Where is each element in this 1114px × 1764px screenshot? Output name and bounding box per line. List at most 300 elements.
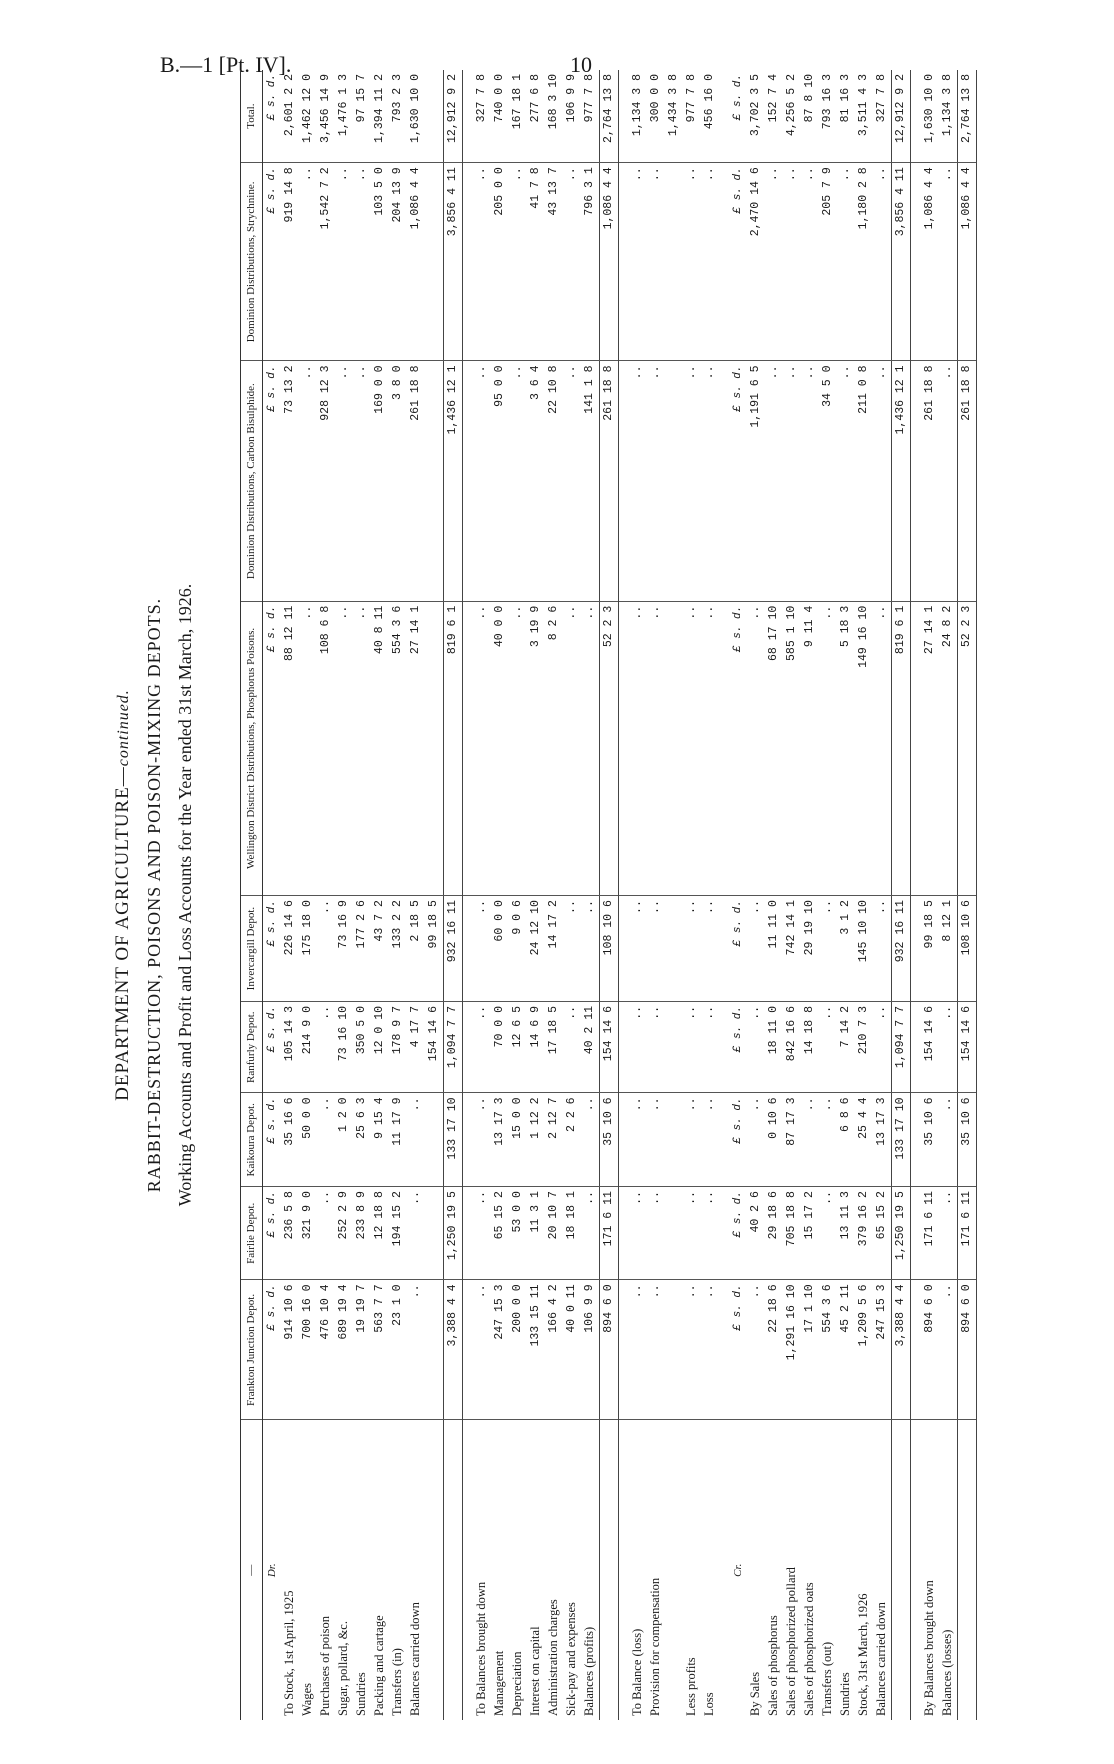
- amount-cell: ..: [581, 1093, 600, 1187]
- spacer-cell: [462, 601, 473, 895]
- amount-cell: 321 9 0: [299, 1187, 317, 1280]
- row-label: Purchases of poison: [318, 1616, 333, 1716]
- amount-cell: £ s. d.: [262, 1001, 281, 1092]
- amount-cell: ..: [837, 163, 855, 361]
- amount-cell: 689 19 4: [335, 1280, 353, 1420]
- amount-cell: ..: [783, 361, 801, 601]
- amount-cell: £ s. d.: [262, 601, 281, 895]
- amount-cell: 40 0 11: [563, 1280, 581, 1420]
- amount-cell: 13 11 3: [837, 1187, 855, 1280]
- amount-cell: 194 15 2: [389, 1187, 407, 1280]
- amount-cell: 2,601 2 2: [281, 70, 299, 163]
- row-label: Balances carried down: [874, 1602, 889, 1716]
- row-label: To Stock, 1st April, 1925: [282, 1590, 297, 1716]
- amount-cell: 914 10 6: [281, 1280, 299, 1420]
- amount-cell: 3,702 3 5: [747, 70, 765, 163]
- amount-cell: 35 10 6: [599, 1093, 618, 1187]
- amount-cell: ..: [647, 1001, 665, 1092]
- table-row: [491, 70, 509, 1720]
- spacer-cell: [719, 70, 729, 163]
- amount-cell: [425, 1280, 444, 1420]
- table-row: [647, 70, 665, 1720]
- amount-cell: £ s. d.: [262, 1280, 281, 1420]
- amount-cell: 3,456 14 9: [317, 70, 335, 163]
- amount-cell: 152 7 4: [765, 70, 783, 163]
- amount-cell: 133 2 2: [389, 896, 407, 1002]
- amount-cell: 29 19 10: [801, 896, 819, 1002]
- column-header: Wellington District Distributions, Phosphorus Poisons.: [241, 601, 263, 895]
- amount-cell: 842 16 6: [783, 1001, 801, 1092]
- amount-cell: 1,086 4 4: [407, 163, 425, 361]
- page-number: 10: [570, 52, 592, 77]
- spacer-cell: [462, 70, 473, 163]
- spacer-cell: [618, 1280, 629, 1420]
- amount-cell: 35 10 6: [921, 1093, 939, 1187]
- spacer-cell: [462, 361, 473, 601]
- amount-cell: ..: [801, 361, 819, 601]
- amount-cell: 24 12 10: [527, 896, 545, 1002]
- amount-cell: 1,542 7 2: [317, 163, 335, 361]
- amount-cell: 35 16 6: [281, 1093, 299, 1187]
- row-label: Transfers (out): [820, 1641, 835, 1716]
- amount-cell: 705 18 8: [783, 1187, 801, 1280]
- amount-cell: ..: [581, 1187, 600, 1280]
- amount-cell: 919 14 8: [281, 163, 299, 361]
- amount-cell: ..: [509, 601, 527, 895]
- amount-cell: ..: [473, 1093, 491, 1187]
- amount-cell: ..: [407, 1187, 425, 1280]
- table-row: [921, 70, 939, 1720]
- spacer-cell: [618, 601, 629, 895]
- row-label: Stock, 31st March, 1926: [856, 1593, 871, 1716]
- amount-cell: 3 1 2: [837, 896, 855, 1002]
- spacer-cell: [618, 361, 629, 601]
- amount-cell: 3,511 4 3: [855, 70, 873, 163]
- spacer-cell: [462, 1420, 473, 1720]
- table-row: [389, 70, 407, 1720]
- amount-cell: £ s. d.: [262, 1187, 281, 1280]
- amount-cell: 70 0 0: [491, 1001, 509, 1092]
- amount-cell: 133 17 10: [443, 1093, 462, 1187]
- column-header: Ranfurly Depot.: [241, 1001, 263, 1092]
- amount-cell: ..: [747, 1280, 765, 1420]
- amount-cell: 1 2 0: [335, 1093, 353, 1187]
- amount-cell: £ s. d.: [729, 1280, 747, 1420]
- column-header-row: [241, 70, 263, 1720]
- amount-cell: 166 4 2: [545, 1280, 563, 1420]
- amount-cell: £ s. d.: [729, 896, 747, 1002]
- amount-cell: 204 13 9: [389, 163, 407, 361]
- amount-cell: 15 17 2: [801, 1187, 819, 1280]
- amount-cell: 554 3 6: [389, 601, 407, 895]
- row-label: Balances carried down: [408, 1602, 423, 1716]
- amount-cell: 171 6 11: [921, 1187, 939, 1280]
- amount-cell: 50 0 0: [299, 1093, 317, 1187]
- amount-cell: 3,856 4 11: [443, 163, 462, 361]
- amount-cell: 350 5 0: [353, 1001, 371, 1092]
- amount-cell: ..: [629, 1093, 647, 1187]
- amount-cell: ..: [407, 1093, 425, 1187]
- column-header: Fairlie Depot.: [241, 1187, 263, 1280]
- amount-cell: 1,250 19 5: [891, 1187, 910, 1280]
- department-title-cont: continued.: [115, 689, 132, 767]
- row-label: By Sales: [748, 1671, 763, 1716]
- amount-cell: 214 9 0: [299, 1001, 317, 1092]
- amount-cell: ..: [819, 1001, 837, 1092]
- amount-cell: 742 14 1: [783, 896, 801, 1002]
- row-label: Sales of phosphorized pollard: [784, 1567, 799, 1716]
- amount-cell: ..: [629, 601, 647, 895]
- amount-cell: 103 5 0: [371, 163, 389, 361]
- row-label: Cr.: [731, 1563, 744, 1577]
- amount-cell: 1,462 12 0: [299, 70, 317, 163]
- spacer-row: [462, 70, 473, 1720]
- amount-cell: 0 10 6: [765, 1093, 783, 1187]
- amount-cell: 3,388 4 4: [443, 1280, 462, 1420]
- table-row: [581, 70, 600, 1720]
- spacer-cell: [618, 163, 629, 361]
- amount-cell: ..: [873, 1001, 892, 1092]
- amount-cell: ..: [939, 163, 958, 361]
- spacer-cell: [618, 1420, 629, 1720]
- row-label: Sales of phosphorus: [766, 1615, 781, 1716]
- spacer-cell: [910, 1001, 921, 1092]
- amount-cell: ..: [683, 1001, 701, 1092]
- amount-cell: 2 12 7: [545, 1093, 563, 1187]
- table-row: [473, 70, 491, 1720]
- spacer-cell: [462, 163, 473, 361]
- amount-cell: 977 7 8: [683, 70, 701, 163]
- amount-cell: 8 12 1: [939, 896, 958, 1002]
- amount-cell: ..: [939, 361, 958, 601]
- amount-cell: 3 19 9: [527, 601, 545, 895]
- amount-cell: 327 7 8: [473, 70, 491, 163]
- amount-cell: 52 2 3: [957, 601, 976, 895]
- amount-cell: 154 14 6: [425, 1001, 444, 1092]
- table-row: [317, 70, 335, 1720]
- amount-cell: ..: [683, 601, 701, 895]
- amount-cell: 210 7 3: [855, 1001, 873, 1092]
- spacer-cell: [910, 70, 921, 163]
- amount-cell: 141 1 8: [581, 361, 600, 601]
- spacer-cell: [719, 1420, 729, 1720]
- amount-cell: 40 2 6: [747, 1187, 765, 1280]
- amount-cell: 18 11 0: [765, 1001, 783, 1092]
- row-label: [443, 1420, 462, 1720]
- amount-cell: ..: [629, 896, 647, 1002]
- amount-cell: ..: [873, 896, 892, 1002]
- row-label: Transfers (in): [390, 1648, 405, 1716]
- amount-cell: ..: [335, 361, 353, 601]
- rotated-content: [112, 70, 1072, 1720]
- amount-cell: [425, 1187, 444, 1280]
- amount-cell: 740 0 0: [491, 70, 509, 163]
- total-row: [891, 70, 910, 1720]
- amount-cell: ..: [683, 1280, 701, 1420]
- amount-cell: 97 15 7: [353, 70, 371, 163]
- amount-cell: [665, 1001, 683, 1092]
- amount-cell: 87 17 3: [783, 1093, 801, 1187]
- amount-cell: 1,094 7 7: [443, 1001, 462, 1092]
- table-row: [563, 70, 581, 1720]
- amount-cell: 8 2 6: [545, 601, 563, 895]
- amount-cell: 108 6 8: [317, 601, 335, 895]
- amount-cell: ..: [629, 1280, 647, 1420]
- amount-cell: 41 7 8: [527, 163, 545, 361]
- total-row: [957, 70, 976, 1720]
- amount-cell: 167 18 1: [509, 70, 527, 163]
- department-title-text: DEPARTMENT OF AGRICULTURE—: [112, 766, 133, 1101]
- amount-cell: 1,086 4 4: [957, 163, 976, 361]
- amount-cell: ..: [747, 1093, 765, 1187]
- table-row: [527, 70, 545, 1720]
- amount-cell: 7 14 2: [837, 1001, 855, 1092]
- amount-cell: 9 0 6: [509, 896, 527, 1002]
- table-row: [281, 70, 299, 1720]
- amount-cell: £ s. d.: [262, 361, 281, 601]
- table-body: [262, 70, 976, 1720]
- amount-cell: 1,191 6 5: [747, 361, 765, 601]
- amount-cell: [425, 361, 444, 601]
- amount-cell: 3 6 4: [527, 361, 545, 601]
- amount-cell: ..: [509, 163, 527, 361]
- amount-cell: ..: [335, 163, 353, 361]
- amount-cell: 796 3 1: [581, 163, 600, 361]
- amount-cell: 25 4 4: [855, 1093, 873, 1187]
- amount-cell: ..: [747, 896, 765, 1002]
- table-row: [335, 70, 353, 1720]
- amount-cell: ..: [873, 601, 892, 895]
- amount-cell: 793 16 3: [819, 70, 837, 163]
- amount-cell: 300 0 0: [647, 70, 665, 163]
- amount-cell: £ s. d.: [729, 1187, 747, 1280]
- spacer-cell: [910, 896, 921, 1002]
- amount-cell: 2 18 5: [407, 896, 425, 1002]
- amount-cell: 1,630 10 0: [407, 70, 425, 163]
- amount-cell: [425, 70, 444, 163]
- amount-cell: 2,764 13 8: [599, 70, 618, 163]
- amount-cell: 1,134 3 8: [629, 70, 647, 163]
- row-label: Loss: [702, 1692, 717, 1716]
- amount-cell: 169 0 0: [371, 361, 389, 601]
- amount-cell: 2,764 13 8: [957, 70, 976, 163]
- spacer-cell: [462, 1280, 473, 1420]
- amount-cell: 168 3 10: [545, 70, 563, 163]
- amount-cell: 3,388 4 4: [891, 1280, 910, 1420]
- amount-cell: 1,436 12 1: [443, 361, 462, 601]
- amount-cell: 99 18 5: [921, 896, 939, 1002]
- amount-cell: 1,094 7 7: [891, 1001, 910, 1092]
- row-label: Balances (losses): [940, 1629, 955, 1716]
- amount-cell: 5 18 3: [837, 601, 855, 895]
- amount-cell: ..: [473, 1280, 491, 1420]
- amount-cell: 106 9 9: [581, 1280, 600, 1420]
- amount-cell: 154 14 6: [921, 1001, 939, 1092]
- amount-cell: 2 2 6: [563, 1093, 581, 1187]
- amount-cell: 95 0 0: [491, 361, 509, 601]
- table-row: [873, 70, 892, 1720]
- amount-cell: 178 9 7: [389, 1001, 407, 1092]
- amount-cell: [665, 1093, 683, 1187]
- spacer-cell: [618, 1187, 629, 1280]
- table-row: [747, 70, 765, 1720]
- spacer-cell: [719, 1187, 729, 1280]
- amount-cell: 43 13 7: [545, 163, 563, 361]
- amount-cell: ..: [581, 601, 600, 895]
- row-label: Packing and cartage: [372, 1615, 387, 1716]
- amount-cell: 226 14 6: [281, 896, 299, 1002]
- spacer-cell: [618, 70, 629, 163]
- spacer-cell: [910, 1187, 921, 1280]
- amount-cell: 20 10 7: [545, 1187, 563, 1280]
- row-label: Sugar, pollard, &c.: [336, 1621, 351, 1716]
- table-row: [801, 70, 819, 1720]
- table-row: [837, 70, 855, 1720]
- amount-cell: 171 6 11: [957, 1187, 976, 1280]
- amount-cell: ..: [473, 896, 491, 1002]
- amount-cell: 15 0 0: [509, 1093, 527, 1187]
- amount-cell: 894 6 0: [921, 1280, 939, 1420]
- amount-cell: ..: [647, 601, 665, 895]
- amount-cell: 247 15 3: [491, 1280, 509, 1420]
- amount-cell: 12,912 9 2: [443, 70, 462, 163]
- amount-cell: 9 15 4: [371, 1093, 389, 1187]
- amount-cell: 145 10 10: [855, 896, 873, 1002]
- amount-cell: 177 2 6: [353, 896, 371, 1002]
- amount-cell: ..: [701, 896, 719, 1002]
- row-label: Wages: [300, 1682, 315, 1716]
- amount-cell: £ s. d.: [729, 1093, 747, 1187]
- amount-cell: ..: [701, 1187, 719, 1280]
- table-row: [299, 70, 317, 1720]
- amount-cell: ..: [683, 1093, 701, 1187]
- spacer-cell: [462, 1001, 473, 1092]
- amount-cell: 73 13 2: [281, 361, 299, 601]
- amount-cell: 261 18 8: [407, 361, 425, 601]
- spacer-cell: [910, 601, 921, 895]
- amount-cell: ..: [701, 163, 719, 361]
- amount-cell: 2,470 14 6: [747, 163, 765, 361]
- amount-cell: 11 17 9: [389, 1093, 407, 1187]
- amount-cell: 133 15 11: [527, 1280, 545, 1420]
- amount-cell: ..: [765, 163, 783, 361]
- amount-cell: ..: [407, 1280, 425, 1420]
- department-title: [112, 70, 134, 1720]
- table-row: [545, 70, 563, 1720]
- amount-cell: 13 17 3: [491, 1093, 509, 1187]
- spacer-row: [618, 70, 629, 1720]
- amount-cell: £ s. d.: [729, 1001, 747, 1092]
- table-row: [783, 70, 801, 1720]
- spacer-cell: [462, 1187, 473, 1280]
- table-row: [939, 70, 958, 1720]
- amount-cell: ..: [819, 896, 837, 1002]
- spacer-cell: [910, 1093, 921, 1187]
- row-label: Sick-pay and expenses: [564, 1602, 579, 1716]
- row-label: [957, 1420, 976, 1720]
- amount-cell: 175 18 0: [299, 896, 317, 1002]
- amount-cell: 819 6 1: [443, 601, 462, 895]
- amount-cell: 205 0 0: [491, 163, 509, 361]
- amount-cell: 233 8 9: [353, 1187, 371, 1280]
- table-row: [407, 70, 425, 1720]
- amount-cell: 23 1 0: [389, 1280, 407, 1420]
- total-row: [443, 70, 462, 1720]
- spacer-cell: [910, 163, 921, 361]
- amount-cell: £ s. d.: [729, 163, 747, 361]
- amount-cell: ..: [629, 163, 647, 361]
- amount-cell: ..: [783, 163, 801, 361]
- amount-cell: 40 0 0: [491, 601, 509, 895]
- amount-cell: 9 11 4: [801, 601, 819, 895]
- amount-cell: 932 16 11: [891, 896, 910, 1002]
- amount-cell: [665, 896, 683, 1002]
- amount-cell: ..: [335, 601, 353, 895]
- row-label: Provision for compensation: [648, 1577, 663, 1716]
- amount-cell: ..: [939, 1001, 958, 1092]
- amount-cell: [425, 601, 444, 895]
- amount-cell: 22 10 8: [545, 361, 563, 601]
- amount-cell: ..: [647, 1280, 665, 1420]
- amount-cell: [425, 1093, 444, 1187]
- amount-cell: ..: [581, 896, 600, 1002]
- column-header: Frankton Junction Depot.: [241, 1280, 263, 1420]
- amount-cell: 3 8 0: [389, 361, 407, 601]
- amount-cell: 154 14 6: [957, 1001, 976, 1092]
- amount-cell: 149 16 10: [855, 601, 873, 895]
- amount-cell: ..: [683, 896, 701, 1002]
- amount-cell: ..: [299, 163, 317, 361]
- amount-cell: ..: [801, 1093, 819, 1187]
- amount-cell: 554 3 6: [819, 1280, 837, 1420]
- amount-cell: £ s. d.: [262, 163, 281, 361]
- amount-cell: 27 14 1: [921, 601, 939, 895]
- amount-cell: 1,630 10 0: [921, 70, 939, 163]
- amount-cell: 24 8 2: [939, 601, 958, 895]
- amount-cell: ..: [629, 361, 647, 601]
- row-label: Interest on capital: [528, 1626, 543, 1716]
- amount-cell: 29 18 6: [765, 1187, 783, 1280]
- amount-cell: ..: [473, 601, 491, 895]
- amount-cell: 1,394 11 2: [371, 70, 389, 163]
- amount-cell: 585 1 10: [783, 601, 801, 895]
- amount-cell: 1,436 12 1: [891, 361, 910, 601]
- amount-cell: £ s. d.: [262, 896, 281, 1002]
- amount-cell: 1,134 3 8: [939, 70, 958, 163]
- row-label: Management: [492, 1650, 507, 1716]
- amount-cell: ..: [765, 361, 783, 601]
- amount-cell: £ s. d.: [729, 601, 747, 895]
- spacer-cell: [719, 1280, 729, 1420]
- amount-cell: ..: [353, 361, 371, 601]
- amount-cell: 261 18 8: [957, 361, 976, 601]
- spacer-cell: [618, 896, 629, 1002]
- amount-cell: 205 7 9: [819, 163, 837, 361]
- spacer-cell: [719, 163, 729, 361]
- amount-cell: 379 16 2: [855, 1187, 873, 1280]
- amount-cell: 327 7 8: [873, 70, 892, 163]
- amount-cell: [665, 1187, 683, 1280]
- amount-cell: 819 6 1: [891, 601, 910, 895]
- unit-row: [729, 70, 747, 1720]
- amount-cell: 932 16 11: [443, 896, 462, 1002]
- amount-cell: 200 0 0: [509, 1280, 527, 1420]
- spacer-row: [910, 70, 921, 1720]
- amount-cell: 236 5 8: [281, 1187, 299, 1280]
- subtitle: RABBIT-DESTRUCTION, POISONS AND POISON-MIXING DEPOTS.: [144, 597, 164, 1193]
- amount-cell: [665, 361, 683, 601]
- row-label: [891, 1420, 910, 1720]
